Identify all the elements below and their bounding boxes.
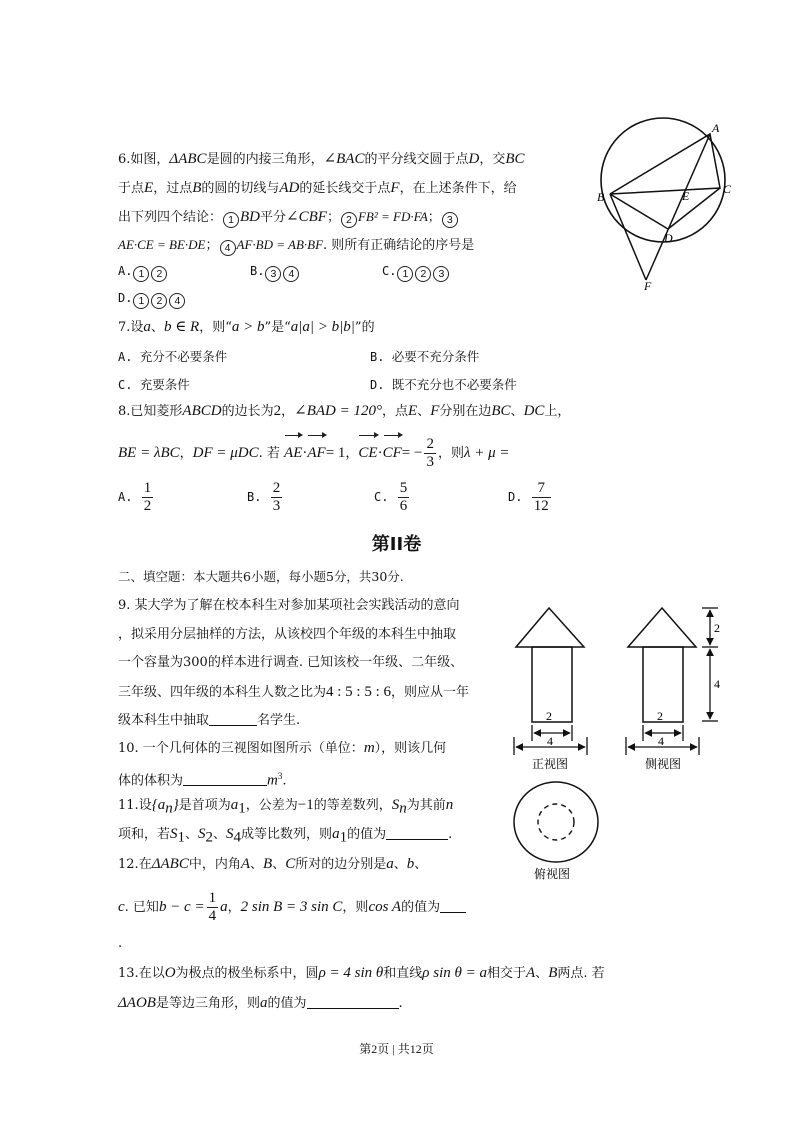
circled-number: 4 [169, 293, 185, 309]
answer-blank[interactable] [307, 994, 399, 1009]
q8-text: . 若 [258, 446, 280, 461]
q11-line-1 [118, 796, 453, 818]
q7-option-b[interactable] [370, 347, 479, 365]
circled-number: 2 [341, 212, 357, 228]
q12-text: . 已知 [124, 900, 159, 915]
q6-text: . 则所有正确结论的序号是 [323, 238, 475, 253]
q13-text: . [398, 996, 403, 1011]
q13-text: 是等边三角形，则 [155, 996, 260, 1011]
option-label: A. [118, 264, 133, 278]
q8-option-b[interactable] [247, 480, 284, 515]
q13-text: 相交于 [486, 966, 526, 981]
q9-ratio: 4 : 5 : 5 : 6 [326, 684, 392, 700]
fraction [424, 436, 436, 471]
separator: 、 [250, 857, 264, 872]
segment-cd [668, 188, 720, 229]
q8-sum: λ + μ = [463, 445, 510, 461]
q8-segment: DC [523, 403, 545, 419]
label-a: A [712, 121, 720, 135]
q8-eq-lambda: BE = λBC [118, 445, 180, 461]
q7-var: a [143, 319, 151, 335]
top-outer-circle [514, 782, 598, 862]
q6-text: ，在上述条件下，给 [399, 181, 517, 196]
option-text: 既不充分也不必要条件 [391, 377, 517, 392]
q9-text: 级本科生中抽取 [118, 713, 210, 728]
circled-number: 1 [133, 293, 149, 309]
q10-text: 10. 一个几何体的三视图如图所示（单位： [118, 741, 364, 756]
q11-a1: a [332, 826, 340, 842]
q8-text: 已知菱形 [130, 404, 183, 419]
q11-difference: −1 [297, 797, 314, 813]
q6-segment: BC [505, 151, 525, 167]
q6-segment: BD [240, 209, 261, 225]
q13-circle-eq: ρ = 4 sin θ [318, 965, 384, 981]
q6-point: F [390, 180, 400, 196]
q12-cos: cos A [368, 899, 402, 915]
q8-text: ，则 [437, 446, 464, 461]
q13-var: O [164, 965, 176, 981]
separator: 、 [417, 404, 431, 419]
side-cone [628, 608, 696, 647]
q6-option-d[interactable] [118, 291, 186, 309]
q13-line-1 [118, 964, 605, 983]
q11-seq: {a [151, 797, 166, 813]
q11-seq: } [172, 797, 179, 813]
label-d: D [664, 231, 673, 245]
separator: ， [345, 446, 359, 461]
q10-text: . [282, 773, 287, 789]
cylinder-height-label: 4 [714, 677, 720, 691]
q11-s: S [170, 826, 178, 842]
answer-blank[interactable] [183, 771, 267, 786]
q12-number: 12. [118, 857, 139, 872]
fraction-numerator: 2 [426, 436, 434, 452]
q8-text: 分别在边 [439, 404, 492, 419]
top-inner-dashed-circle [538, 804, 574, 840]
q9-text: ，则应从一年 [391, 685, 470, 700]
q6-number: 6. [118, 152, 131, 167]
triangle-abc [610, 134, 720, 194]
q10-exponent: 3 [277, 771, 283, 781]
dot-operator: · [377, 445, 383, 461]
option-label: C. [374, 490, 389, 504]
q11-subscript: 1 [238, 800, 246, 817]
q8-point: E [408, 403, 418, 419]
q11-subscript: 4 [233, 829, 242, 846]
q10-unit: m [267, 772, 278, 789]
q8-angle: ∠BAD = 120° [294, 403, 382, 419]
answer-blank[interactable] [386, 825, 448, 840]
q6-text: 是圆的内接三角形， [206, 152, 324, 167]
q6-line-4 [118, 236, 474, 256]
q9-line-2: ，拟采用分层抽样的方法，从该校四个年级的本科生中抽取 [118, 627, 457, 642]
vector-ae: AE [284, 438, 302, 468]
q10-text: 体的体积为 [118, 773, 184, 789]
q10-text: ），则该几何 [374, 741, 447, 756]
option-text: 必要不充分条件 [391, 349, 480, 364]
option-label: A. [118, 490, 133, 504]
q8-rhombus: ABCD [182, 403, 222, 419]
q8-line-2 [118, 436, 509, 471]
option-label: A. [118, 350, 133, 364]
fraction-denominator: 3 [272, 498, 281, 514]
option-text: 充分不必要条件 [139, 349, 228, 364]
top-view [514, 782, 598, 862]
q6-text: 的圆的切线与 [201, 181, 280, 196]
q6-text: 如图， [130, 152, 170, 167]
circled-number: 2 [151, 266, 167, 282]
fraction-denominator: 12 [533, 498, 549, 514]
q12-text: 中，内角 [188, 857, 241, 872]
q11-text: 为其前 [406, 798, 446, 813]
q6-line-3 [118, 208, 459, 228]
label-c: C [723, 182, 732, 196]
q13-triangle: ΔAOB [118, 995, 156, 1011]
q11-subscript: 2 [205, 829, 214, 846]
three-views-figure [500, 595, 740, 885]
q13-var: A [526, 965, 536, 981]
q13-var: a [259, 995, 268, 1011]
q13-line-2 [118, 994, 403, 1013]
q8-eq-mu: DF = μDC [192, 445, 259, 461]
separator: 、 [272, 857, 286, 872]
side-view [626, 608, 720, 755]
q7-option-c[interactable] [118, 375, 190, 393]
answer-blank[interactable] [209, 711, 257, 726]
separator: 、 [535, 966, 549, 981]
q10-line-2 [118, 767, 287, 790]
fraction-denominator: 6 [399, 498, 408, 514]
q6-option-b[interactable] [250, 264, 300, 282]
q9-text: 三年级、四年级的本科生人数之比为 [118, 685, 327, 700]
separator: 、 [510, 404, 524, 419]
q8-option-a[interactable] [118, 480, 155, 515]
separator: ； [427, 210, 441, 225]
fraction-numerator: 1 [208, 890, 217, 906]
q12-var: a [386, 856, 394, 872]
q6-text: 的延长线交于点 [299, 181, 391, 196]
q7-condition-2: a|a| > b|b| [290, 319, 355, 335]
q12-text: 在 [138, 857, 152, 872]
q7-stem [118, 318, 375, 337]
q12-eq: b − c = [158, 899, 205, 915]
q8-number: 8. [118, 404, 131, 419]
q11-number: 11. [118, 798, 139, 813]
q12-line-1 [118, 855, 427, 874]
front-dim-outer: 4 [547, 734, 553, 748]
circled-number: 1 [223, 212, 239, 228]
q13-text: 两点. 若 [557, 966, 605, 981]
q7-text: 设 [130, 320, 144, 335]
q11-sn: S [391, 797, 400, 813]
q6-text: ，过点 [153, 181, 193, 196]
separator: ， [179, 446, 193, 461]
circled-number: 2 [151, 293, 167, 309]
q6-point: E [144, 180, 154, 196]
option-label: D. [118, 291, 133, 305]
q12-var: A [240, 856, 251, 872]
q7-text: ，则“ [199, 320, 232, 335]
separator: ， [227, 900, 241, 915]
q12-eq-sin: 2 sin B = 3 sin C [240, 899, 343, 915]
q6-text: 的平分线交圆于点 [364, 152, 469, 167]
front-dim-inner: 2 [546, 709, 552, 723]
q8-option-c[interactable] [374, 480, 411, 515]
front-view [514, 608, 587, 755]
side-dim-outer: 4 [658, 734, 664, 748]
q11-s: S [226, 826, 234, 842]
circled-number: 3 [442, 212, 458, 228]
q7-var: b ∈ R [163, 319, 200, 335]
q12-var: C [285, 856, 296, 872]
page-footer: 第2页 | 共12页 [359, 1042, 434, 1056]
q8-option-d[interactable] [508, 480, 553, 515]
side-dim-inner: 2 [657, 709, 663, 723]
q13-text: 和直线 [383, 966, 423, 981]
front-cylinder [532, 647, 572, 722]
q12-var: B [263, 856, 273, 872]
q12-trailing-dot: . [118, 936, 123, 951]
q6-option-a[interactable] [118, 264, 168, 282]
front-cone [516, 608, 584, 647]
q10-unit: m [363, 740, 375, 756]
option-label: D. [508, 490, 523, 504]
circled-number: 1 [397, 266, 413, 282]
separator: 、 [213, 827, 227, 842]
q8-side: 2 [273, 403, 282, 419]
vector-af: AF [307, 438, 325, 468]
q6-triangle: ΔABC [169, 151, 207, 167]
q13-line-eq: ρ sin θ = a [422, 965, 487, 981]
q12-text: 的值为 [401, 900, 441, 915]
q8-eq-neg: = − [401, 445, 423, 461]
q11-subscript: 1 [177, 829, 186, 846]
q7-option-d[interactable] [370, 375, 517, 393]
q6-line-1 [118, 150, 525, 169]
q11-text: ，公差为 [245, 798, 298, 813]
option-label: C. [382, 264, 397, 278]
q9-line-3: 一个容量为300的样本进行调查. 已知该校一年级、二年级、 [118, 655, 464, 670]
q9-line-4 [118, 683, 469, 702]
q13-var: B [548, 965, 558, 981]
q6-text: 出下列四个结论： [118, 210, 223, 225]
line-af [646, 134, 710, 280]
q11-n: n [445, 797, 454, 813]
q6-point: B [192, 180, 202, 196]
q11-subscript: 1 [339, 829, 348, 846]
q6-conclusion-4: AF·BD = AB·BF [236, 237, 324, 252]
q7-text: ”的 [354, 320, 375, 335]
q12-text: ，则 [342, 900, 369, 915]
fraction-denominator: 3 [426, 454, 434, 470]
option-label: B. [250, 264, 265, 278]
q11-text: 成等比数列，则 [241, 827, 333, 842]
q12-text: 所对的边分别是 [295, 857, 387, 872]
q7-text: ”是“ [264, 320, 291, 335]
fraction-numerator: 5 [399, 480, 408, 496]
option-label: B. [370, 350, 385, 364]
q11-subscript: n [399, 800, 407, 817]
dot-operator: · [302, 445, 308, 461]
q6-segment: AD [279, 180, 300, 196]
q7-number: 7. [118, 320, 131, 335]
label-f: F [644, 279, 652, 293]
q13-text: 为极点的极坐标系中，圆 [175, 966, 319, 981]
vector-cf: CF [383, 438, 402, 468]
q11-text: . [448, 827, 453, 842]
fraction-denominator: 4 [208, 908, 217, 924]
q9-line-1: 9. 某大学为了解在校本科生对参加某项社会实践活动的意向 [118, 598, 460, 613]
q6-text: 于点 [118, 181, 145, 196]
section-title: 第II卷 [371, 534, 422, 555]
q8-point: F [430, 403, 440, 419]
q6-conclusion-2: FB² = FD·FA [357, 209, 428, 224]
separator: ； [326, 210, 340, 225]
q12-var: a [220, 899, 228, 915]
side-view-label: 侧视图 [645, 757, 682, 771]
q11-text: 项和，若 [118, 827, 171, 842]
circled-number: 4 [283, 266, 299, 282]
q9-text: 名学生. [257, 713, 301, 728]
q6-option-c[interactable] [382, 264, 450, 282]
q12-triangle: ΔABC [151, 856, 189, 872]
separator: ； [205, 238, 219, 253]
q8-text: ，点 [381, 404, 408, 419]
q6-text: ，交 [479, 152, 506, 167]
separator: 、 [414, 857, 428, 872]
q11-line-2 [118, 825, 452, 847]
fraction-numerator: 1 [143, 480, 152, 496]
q6-line-2 [118, 179, 517, 198]
section-subtitle: 二、填空题：本大题共6小题，每小题5分，共30分. [118, 569, 404, 584]
q12-var: c [118, 899, 125, 915]
circled-number: 1 [133, 266, 149, 282]
q6-angle: ∠BAC [323, 151, 365, 167]
q11-text: 设 [138, 798, 152, 813]
q7-condition-1: a > b [231, 319, 265, 335]
q11-text: 是首项为 [178, 798, 231, 813]
q6-angle: ∠CBF [286, 209, 327, 225]
q8-eq-1: = 1 [325, 445, 346, 461]
circle-geometry-figure [590, 105, 750, 295]
vector-ce: CE [358, 438, 377, 468]
q8-line-1 [118, 402, 570, 421]
label-b: B [597, 190, 605, 204]
q13-text: 的值为 [267, 996, 307, 1011]
option-label: C. [118, 378, 133, 392]
circled-number: 3 [433, 266, 449, 282]
separator: 、 [393, 857, 407, 872]
q11-subscript: n [165, 800, 173, 817]
separator: 、 [185, 827, 199, 842]
q10-line-1 [118, 739, 446, 758]
q6-point: D [468, 151, 480, 167]
circled-number: 4 [220, 240, 236, 256]
fraction-numerator: 2 [272, 480, 281, 496]
side-cylinder [643, 647, 683, 722]
q6-text: 平分 [260, 210, 287, 225]
q12-var: b [406, 856, 415, 872]
q13-number: 13. [118, 966, 139, 981]
front-view-label: 正视图 [532, 757, 569, 771]
q8-text: 的边长为 [221, 404, 274, 419]
label-e: E [682, 189, 690, 203]
cone-height-label: 2 [714, 621, 720, 635]
option-label: B. [247, 490, 262, 504]
option-text: 充要条件 [139, 377, 190, 392]
top-view-label: 俯视图 [534, 867, 571, 881]
option-label: D. [370, 378, 385, 392]
q7-option-a[interactable] [118, 347, 227, 365]
q9-line-5 [118, 711, 300, 730]
q11-text: 的等差数列， [313, 798, 392, 813]
separator: 、 [150, 320, 164, 335]
q8-segment: BC [491, 403, 511, 419]
fraction-denominator: 2 [143, 498, 152, 514]
q13-text: 在以 [138, 966, 165, 981]
circled-number: 2 [415, 266, 431, 282]
q11-text: 的值为 [347, 827, 387, 842]
q11-a1: a [230, 797, 239, 813]
circled-number: 3 [265, 266, 281, 282]
answer-blank[interactable] [440, 898, 466, 913]
separator: ， [281, 404, 295, 419]
q12-line-2 [118, 890, 466, 925]
q11-s: S [198, 826, 206, 842]
fraction-numerator: 7 [532, 480, 551, 498]
q6-conclusion-3: AE·CE = BE·DE [118, 237, 206, 252]
q8-text: 上， [544, 404, 571, 419]
